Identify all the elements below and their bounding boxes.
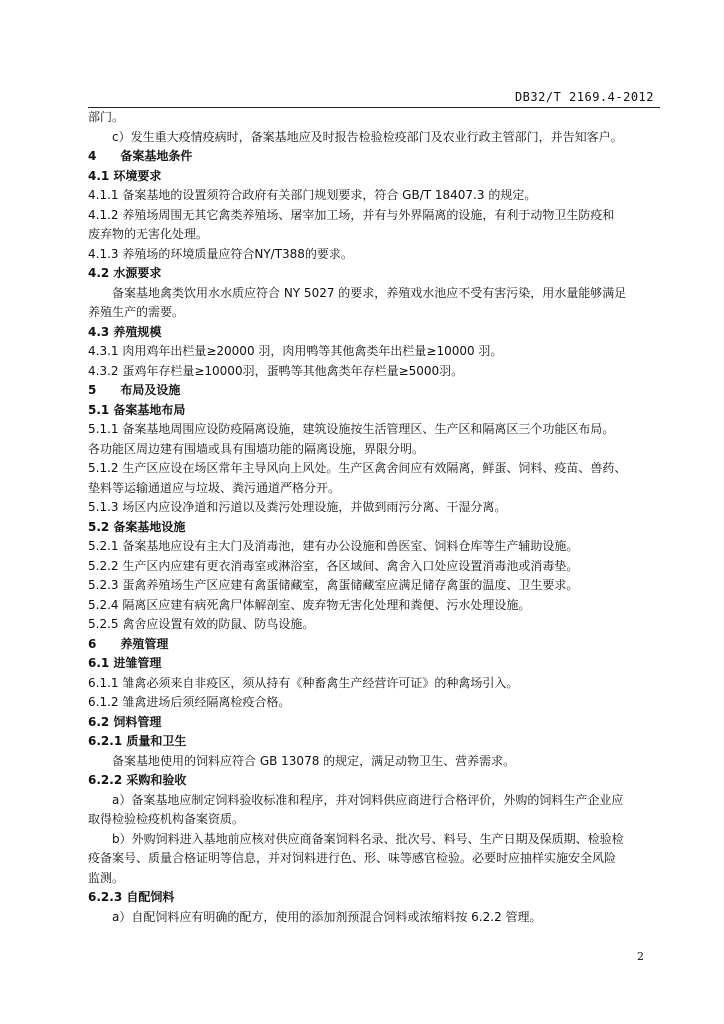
- text-line: 4.1.2 养殖场周围无其它禽类养殖场、屠宰加工场，并有与外界隔离的设施，有利于动物卫生防疫和: [88, 207, 615, 222]
- section-heading: 6 养殖管理: [88, 636, 169, 651]
- text-line: 4.3.2 蛋鸡年存栏量≥10000羽，蛋鸭等其他禽类年存栏量≥5000羽。: [88, 363, 464, 378]
- text-line: 取得检验检疫机构备案资质。: [88, 812, 245, 826]
- document-body: [88, 108, 660, 927]
- text-line: 6.1.1 雏禽必须来自非疫区，须从持有《种畜禽生产经营许可证》的种禽场引入。: [88, 675, 519, 690]
- section-heading: 4.1 环境要求: [88, 168, 162, 183]
- text-line: 养殖生产的需要。: [88, 305, 185, 319]
- text-line: 4.1.3 养殖场的环境质量应符合NY/T388的要求。: [88, 246, 353, 261]
- text-line: 各功能区周边建有围墙或具有围墙功能的隔离设施，界限分明。: [88, 441, 425, 456]
- section-heading: 4.2 水源要求: [88, 266, 162, 280]
- section-heading: 6.2.2 采购和验收: [88, 773, 187, 787]
- section-heading: 5.1 备案基地布局: [88, 402, 186, 417]
- section-heading: 6.1 进雏管理: [88, 656, 162, 670]
- section-heading: 5.2 备案基地设施: [88, 519, 186, 534]
- text-line: 6.1.2 雏禽进场后须经隔离检疫合格。: [88, 695, 291, 709]
- text-line: 部门。: [88, 110, 125, 124]
- text-line: 4.3.1 肉用鸡年出栏量≥20000 羽，肉用鸭等其他禽类年出栏量≥10000 羽。: [88, 344, 503, 358]
- text-line: 5.2.1 备案基地应设有主大门及消毒池，建有办公设施和兽医室、饲料仓库等生产辅助设施。: [88, 539, 579, 553]
- text-line: b）外购饲料进入基地前应核对供应商备案饲料名录、批次号、料号、生产日期及保质期、检验检: [112, 831, 624, 846]
- section-heading: 6.2.1 质量和卫生: [88, 734, 187, 748]
- text-line: 5.2.4 隔离区应建有病死禽尸体解剖室、废弃物无害化处理和粪便、污水处理设施。: [88, 597, 531, 612]
- text-line: c）发生重大疫情疫病时，备案基地应及时报告检验检疫部门及农业行政主管部门，并告知客户。: [112, 129, 623, 144]
- text-line: 5.1.1 备案基地周围应设防疫隔离设施，建筑设施按生活管理区、生产区和隔离区三个功能区布局。: [88, 422, 615, 436]
- text-line: 5.1.2 生产区应设在场区常年主导风向上风处。生产区禽舍间应有效隔离，鲜蛋、饲料、疫苗、兽药、: [88, 461, 627, 475]
- section-heading: 6.2.3 自配饲料: [88, 890, 175, 904]
- section-heading: 4.3 养殖规模: [88, 324, 162, 339]
- text-line: 垫料等运输通道应与垃圾、粪污通道严格分开。: [88, 480, 341, 495]
- text-line: a）自配饲料应有明确的配方，使用的添加剂预混合饲料或浓缩料按 6.2.2 管理。: [112, 909, 542, 924]
- page-number: 2: [637, 950, 644, 963]
- text-line: 4.1.1 备案基地的设置须符合政府有关部门规划要求，符合 GB/T 18407.3 的规定。: [88, 188, 537, 202]
- section-heading: 4 备案基地条件: [88, 149, 193, 163]
- text-line: 备案基地使用的饲料应符合 GB 13078 的规定，满足动物卫生、营养需求。: [112, 753, 516, 768]
- text-line: 5.2.2 生产区内应建有更衣消毒室或淋浴室，各区域间、禽舍入口处应设置消毒池或消毒垫。: [88, 558, 579, 573]
- text-line: 疫备案号、质量合格证明等信息，并对饲料进行色、形、味等感官检验。必要时应抽样实施安全风险: [88, 851, 617, 865]
- standard-code: DB32/T 2169.4-2012: [514, 90, 654, 104]
- section-heading: 5 布局及设施: [88, 383, 181, 397]
- text-line: 监测。: [88, 870, 125, 885]
- text-line: a）备案基地应制定饲料验收标准和程序，并对饲料供应商进行合格评价，外购的饲料生产企业应: [112, 792, 624, 807]
- text-line: 5.2.3 蛋禽养殖场生产区应建有禽蛋储藏室，禽蛋储藏室应满足储存禽蛋的温度、卫生要求。: [88, 578, 579, 592]
- text-line: 5.2.5 禽舍应设置有效的防鼠、防鸟设施。: [88, 617, 315, 631]
- text-line: 废弃物的无害化处理。: [88, 227, 209, 241]
- text-line: 5.1.3 场区内应设净道和污道以及粪污处理设施，并做到雨污分离、干湿分离。: [88, 500, 507, 514]
- section-heading: 6.2 饲料管理: [88, 714, 162, 729]
- text-line: 备案基地禽类饮用水水质应符合 NY 5027 的要求，养殖戏水池应不受有害污染，用水量能够满足: [112, 285, 627, 300]
